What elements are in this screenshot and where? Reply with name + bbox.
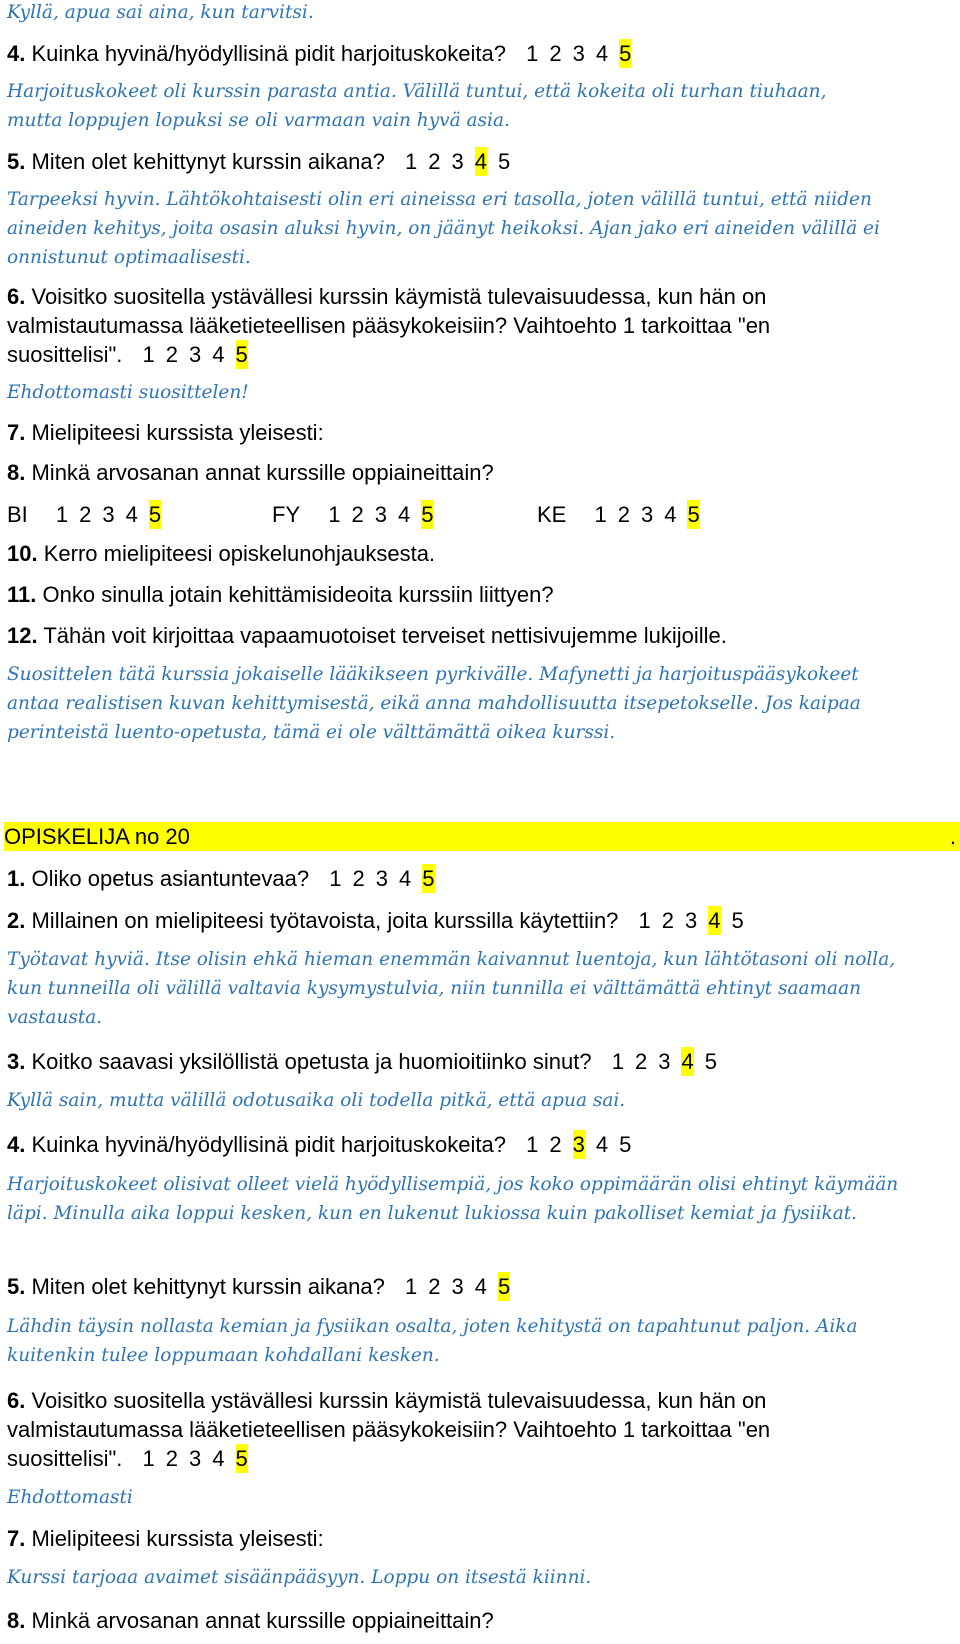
question-6 — [7, 282, 880, 369]
rating-option: 1 — [611, 1049, 624, 1074]
rating-option-selected: 5 — [148, 502, 162, 527]
rating-scale — [56, 502, 172, 527]
question-5 — [7, 147, 952, 176]
answer-text: Kurssi tarjoaa avaimet sisäänpääsyyn. Loppu on itsestä kiinni. — [7, 1567, 592, 1588]
answer-text: Ehdottomasti suosittelen! — [7, 382, 249, 403]
rating-option: 2 — [549, 1132, 562, 1157]
answer-text: Harjoituskokeet olisivat olleet vielä hyödyllisempiä, jos koko oppimäärän olisi ehtinyt käymään läpi. Minulla aika loppui kesken, kun en lukenut lukiossa kuin pakolliset kemiat ja fysiikat. — [7, 1174, 899, 1224]
question-4 — [7, 1130, 952, 1159]
answer-text: Kyllä, apua sai aina, kun tarvitsi. — [7, 2, 314, 23]
rating-option: 3 — [451, 149, 464, 174]
question-text: Voisitko suositella ystävällesi kurssin käymistä tulevaisuudessa, kun hän on valmistautumassa lääketieteellisen pääsykokeisiin? Vaihtoehto 1 tarkoittaa "en suosittelisi". — [7, 284, 771, 367]
question-number: 8. — [7, 460, 26, 485]
question-text: Koitko saavasi yksilöllistä opetusta ja huomioitiinko sinut? — [31, 1049, 592, 1074]
rating-option: 1 — [142, 342, 155, 367]
question-text: Mielipiteesi kurssista yleisesti: — [31, 420, 324, 445]
answer-text: Ehdottomasti — [7, 1487, 133, 1508]
rating-option: 1 — [55, 502, 69, 527]
question-2 — [7, 906, 952, 935]
rating-option: 2 — [428, 1274, 441, 1299]
answer-text: Tarpeeksi hyvin. Lähtökohtaisesti olin eri aineissa eri tasolla, joten välillä tuntui, että niiden aineiden kehitys, joita osasin aluksi hyvin, on jäänyt heikoksi. Ajan jako eri aineiden välillä ei onnistunut optimaalisesti. — [7, 189, 880, 268]
question-number: 8. — [7, 1608, 26, 1633]
rating-option: 2 — [617, 502, 630, 527]
question-text: Mielipiteesi kurssista yleisesti: — [31, 1526, 324, 1551]
question-text: Tähän voit kirjoittaa vapaamuotoiset terveiset nettisivujemme lukijoille. — [43, 623, 727, 648]
rating-option: 2 — [351, 502, 364, 527]
question-text: Minkä arvosanan annat kurssille oppiaineittain? — [31, 460, 494, 485]
rating-option-selected: 5 — [498, 1274, 511, 1299]
rating-option: 4 — [212, 342, 225, 367]
subject-grades — [7, 500, 952, 529]
rating-option: 5 — [619, 1132, 632, 1157]
rating-option-selected: 5 — [619, 41, 632, 66]
rating-scale — [143, 1446, 259, 1471]
rating-option: 3 — [572, 41, 585, 66]
answer-text: Lähdin täysin nollasta kemian ja fysiikan osalta, joten kehitystä on tapahtunut paljon. Aika kuitenkin tulee loppumaan kohdallani kesken. — [7, 1316, 858, 1366]
answer-text: Kyllä sain, mutta välillä odotusaika oli todella pitkä, että apua sai. — [7, 1090, 626, 1111]
student-header — [4, 822, 960, 851]
rating-option: 4 — [595, 1132, 609, 1157]
rating-option: 4 — [125, 502, 138, 527]
question-12 — [7, 621, 952, 650]
rating-option-selected: 4 — [708, 908, 721, 933]
answer-text: Harjoituskokeet oli kurssin parasta antia. Välillä tuntui, että kokeita oli turhan tiuhaan, mutta loppujen lopuksi se oli varmaan vain hyvä asia. — [7, 81, 827, 131]
rating-option: 2 — [352, 866, 365, 891]
subject-code: BI — [7, 502, 28, 527]
question-10 — [7, 539, 952, 568]
rating-scale — [329, 866, 445, 891]
rating-option-selected: 5 — [421, 502, 434, 527]
question-text: Millainen on mielipiteesi työtavoista, joita kurssilla käytettiin? — [31, 908, 619, 933]
question-number: 7. — [7, 420, 26, 445]
rating-option: 4 — [398, 502, 411, 527]
rating-option-selected: 5 — [687, 502, 700, 527]
rating-option-selected: 4 — [681, 1049, 694, 1074]
rating-option: 3 — [374, 502, 387, 527]
rating-option: 4 — [212, 1446, 225, 1471]
rating-option: 2 — [79, 502, 92, 527]
rating-option: 2 — [428, 149, 441, 174]
rating-option-selected: 5 — [422, 866, 435, 891]
question-number: 4. — [7, 41, 26, 66]
rating-scale — [405, 1274, 521, 1299]
rating-option: 1 — [405, 1274, 418, 1299]
student-label: OPISKELIJA no 20 — [4, 824, 190, 849]
question-number: 6. — [7, 1388, 26, 1413]
rating-option: 5 — [731, 908, 744, 933]
question-text: Onko sinulla jotain kehittämisideoita kurssiin liittyen? — [42, 582, 554, 607]
answer-text: Suosittelen tätä kurssia jokaiselle lääkikseen pyrkivälle. Mafynetti ja harjoituspääsykokeet antaa realistisen kuvan kehittymisestä, eikä anna mahdollisuutta itsepetokselle. Jos kaipaa perinteistä luento-opetusta, tämä ei ole välttämättä oikea kurssi. — [7, 664, 861, 743]
question-text: Oliko opetus asiantuntevaa? — [31, 866, 310, 891]
rating-scale — [328, 502, 444, 527]
question-11 — [7, 580, 952, 609]
rating-scale — [594, 502, 710, 527]
rating-option: 3 — [658, 1049, 671, 1074]
rating-option: 1 — [328, 502, 341, 527]
rating-option: 5 — [704, 1049, 717, 1074]
rating-scale — [612, 1049, 728, 1074]
rating-option: 3 — [189, 342, 202, 367]
rating-option: 2 — [661, 908, 675, 933]
subject-code: FY — [272, 502, 301, 527]
question-5 — [7, 1272, 952, 1301]
question-number: 11. — [7, 582, 37, 607]
question-text: Kuinka hyvinä/hyödyllisinä pidit harjoituskokeita? — [31, 41, 506, 66]
question-number: 5. — [7, 149, 26, 174]
question-number: 4. — [7, 1132, 26, 1157]
rating-option: 2 — [634, 1049, 648, 1074]
rating-scale — [526, 1132, 642, 1157]
question-8 — [7, 1606, 952, 1635]
question-7 — [7, 418, 952, 447]
grade-fy — [272, 500, 537, 529]
rating-option: 1 — [638, 908, 651, 933]
answer-text: Työtavat hyviä. Itse olisin ehkä hieman enemmän kaivannut luentoja, kun lähtötasoni oli nolla, kun tunneilla oli välillä valtavia kysymystulvia, niin tunnilla ei välttämättä ehtinyt saamaan vastausta. — [7, 949, 896, 1028]
rating-option: 4 — [664, 502, 677, 527]
question-text: Kuinka hyvinä/hyödyllisinä pidit harjoituskokeita? — [31, 1132, 506, 1157]
question-7 — [7, 1524, 952, 1553]
rating-option: 1 — [142, 1446, 155, 1471]
question-number: 2. — [7, 908, 26, 933]
rating-option: 3 — [189, 1446, 202, 1471]
question-number: 6. — [7, 284, 26, 309]
question-text: Kerro mielipiteesi opiskelunohjauksesta. — [43, 541, 436, 566]
question-4 — [7, 39, 952, 68]
question-number: 12. — [7, 623, 38, 648]
rating-option: 1 — [526, 41, 539, 66]
question-3 — [7, 1047, 952, 1076]
question-number: 3. — [7, 1049, 26, 1074]
rating-option-selected: 5 — [235, 1446, 248, 1471]
question-8 — [7, 458, 952, 487]
rating-option: 1 — [594, 502, 607, 527]
question-text: Miten olet kehittynyt kurssin aikana? — [31, 1274, 385, 1299]
rating-scale — [526, 41, 642, 66]
rating-option: 3 — [640, 502, 654, 527]
rating-option-selected: 5 — [235, 342, 248, 367]
grade-bi — [7, 500, 272, 529]
rating-option: 1 — [526, 1132, 539, 1157]
question-6 — [7, 1386, 880, 1473]
rating-option: 4 — [474, 1274, 488, 1299]
question-number: 10. — [7, 541, 38, 566]
rating-option: 2 — [165, 342, 179, 367]
rating-scale — [405, 149, 521, 174]
rating-option: 2 — [549, 41, 562, 66]
rating-option-selected: 4 — [474, 149, 488, 174]
grade-ke — [537, 500, 802, 529]
rating-option: 5 — [498, 149, 511, 174]
rating-scale — [143, 342, 259, 367]
question-number: 5. — [7, 1274, 26, 1299]
question-text: Minkä arvosanan annat kurssille oppiaineittain? — [31, 1608, 494, 1633]
rating-option: 3 — [102, 502, 115, 527]
rating-option: 2 — [165, 1446, 179, 1471]
rating-option: 4 — [399, 866, 412, 891]
rating-option-selected: 3 — [572, 1132, 585, 1157]
question-text: Miten olet kehittynyt kurssin aikana? — [31, 149, 385, 174]
rating-option: 3 — [685, 908, 698, 933]
subject-code: KE — [537, 502, 567, 527]
question-text: Voisitko suositella ystävällesi kurssin käymistä tulevaisuudessa, kun hän on valmistautumassa lääketieteellisen pääsykokeisiin? Vaihtoehto 1 tarkoittaa "en suosittelisi". — [7, 1388, 771, 1471]
rating-option: 1 — [329, 866, 342, 891]
question-number: 7. — [7, 1526, 26, 1551]
rating-option: 1 — [405, 149, 418, 174]
question-number: 1. — [7, 866, 26, 891]
rating-option: 3 — [375, 866, 388, 891]
rating-scale — [639, 908, 755, 933]
question-1 — [7, 864, 952, 893]
rating-option: 4 — [595, 41, 609, 66]
rating-option: 3 — [451, 1274, 464, 1299]
header-dot: . — [949, 824, 956, 849]
